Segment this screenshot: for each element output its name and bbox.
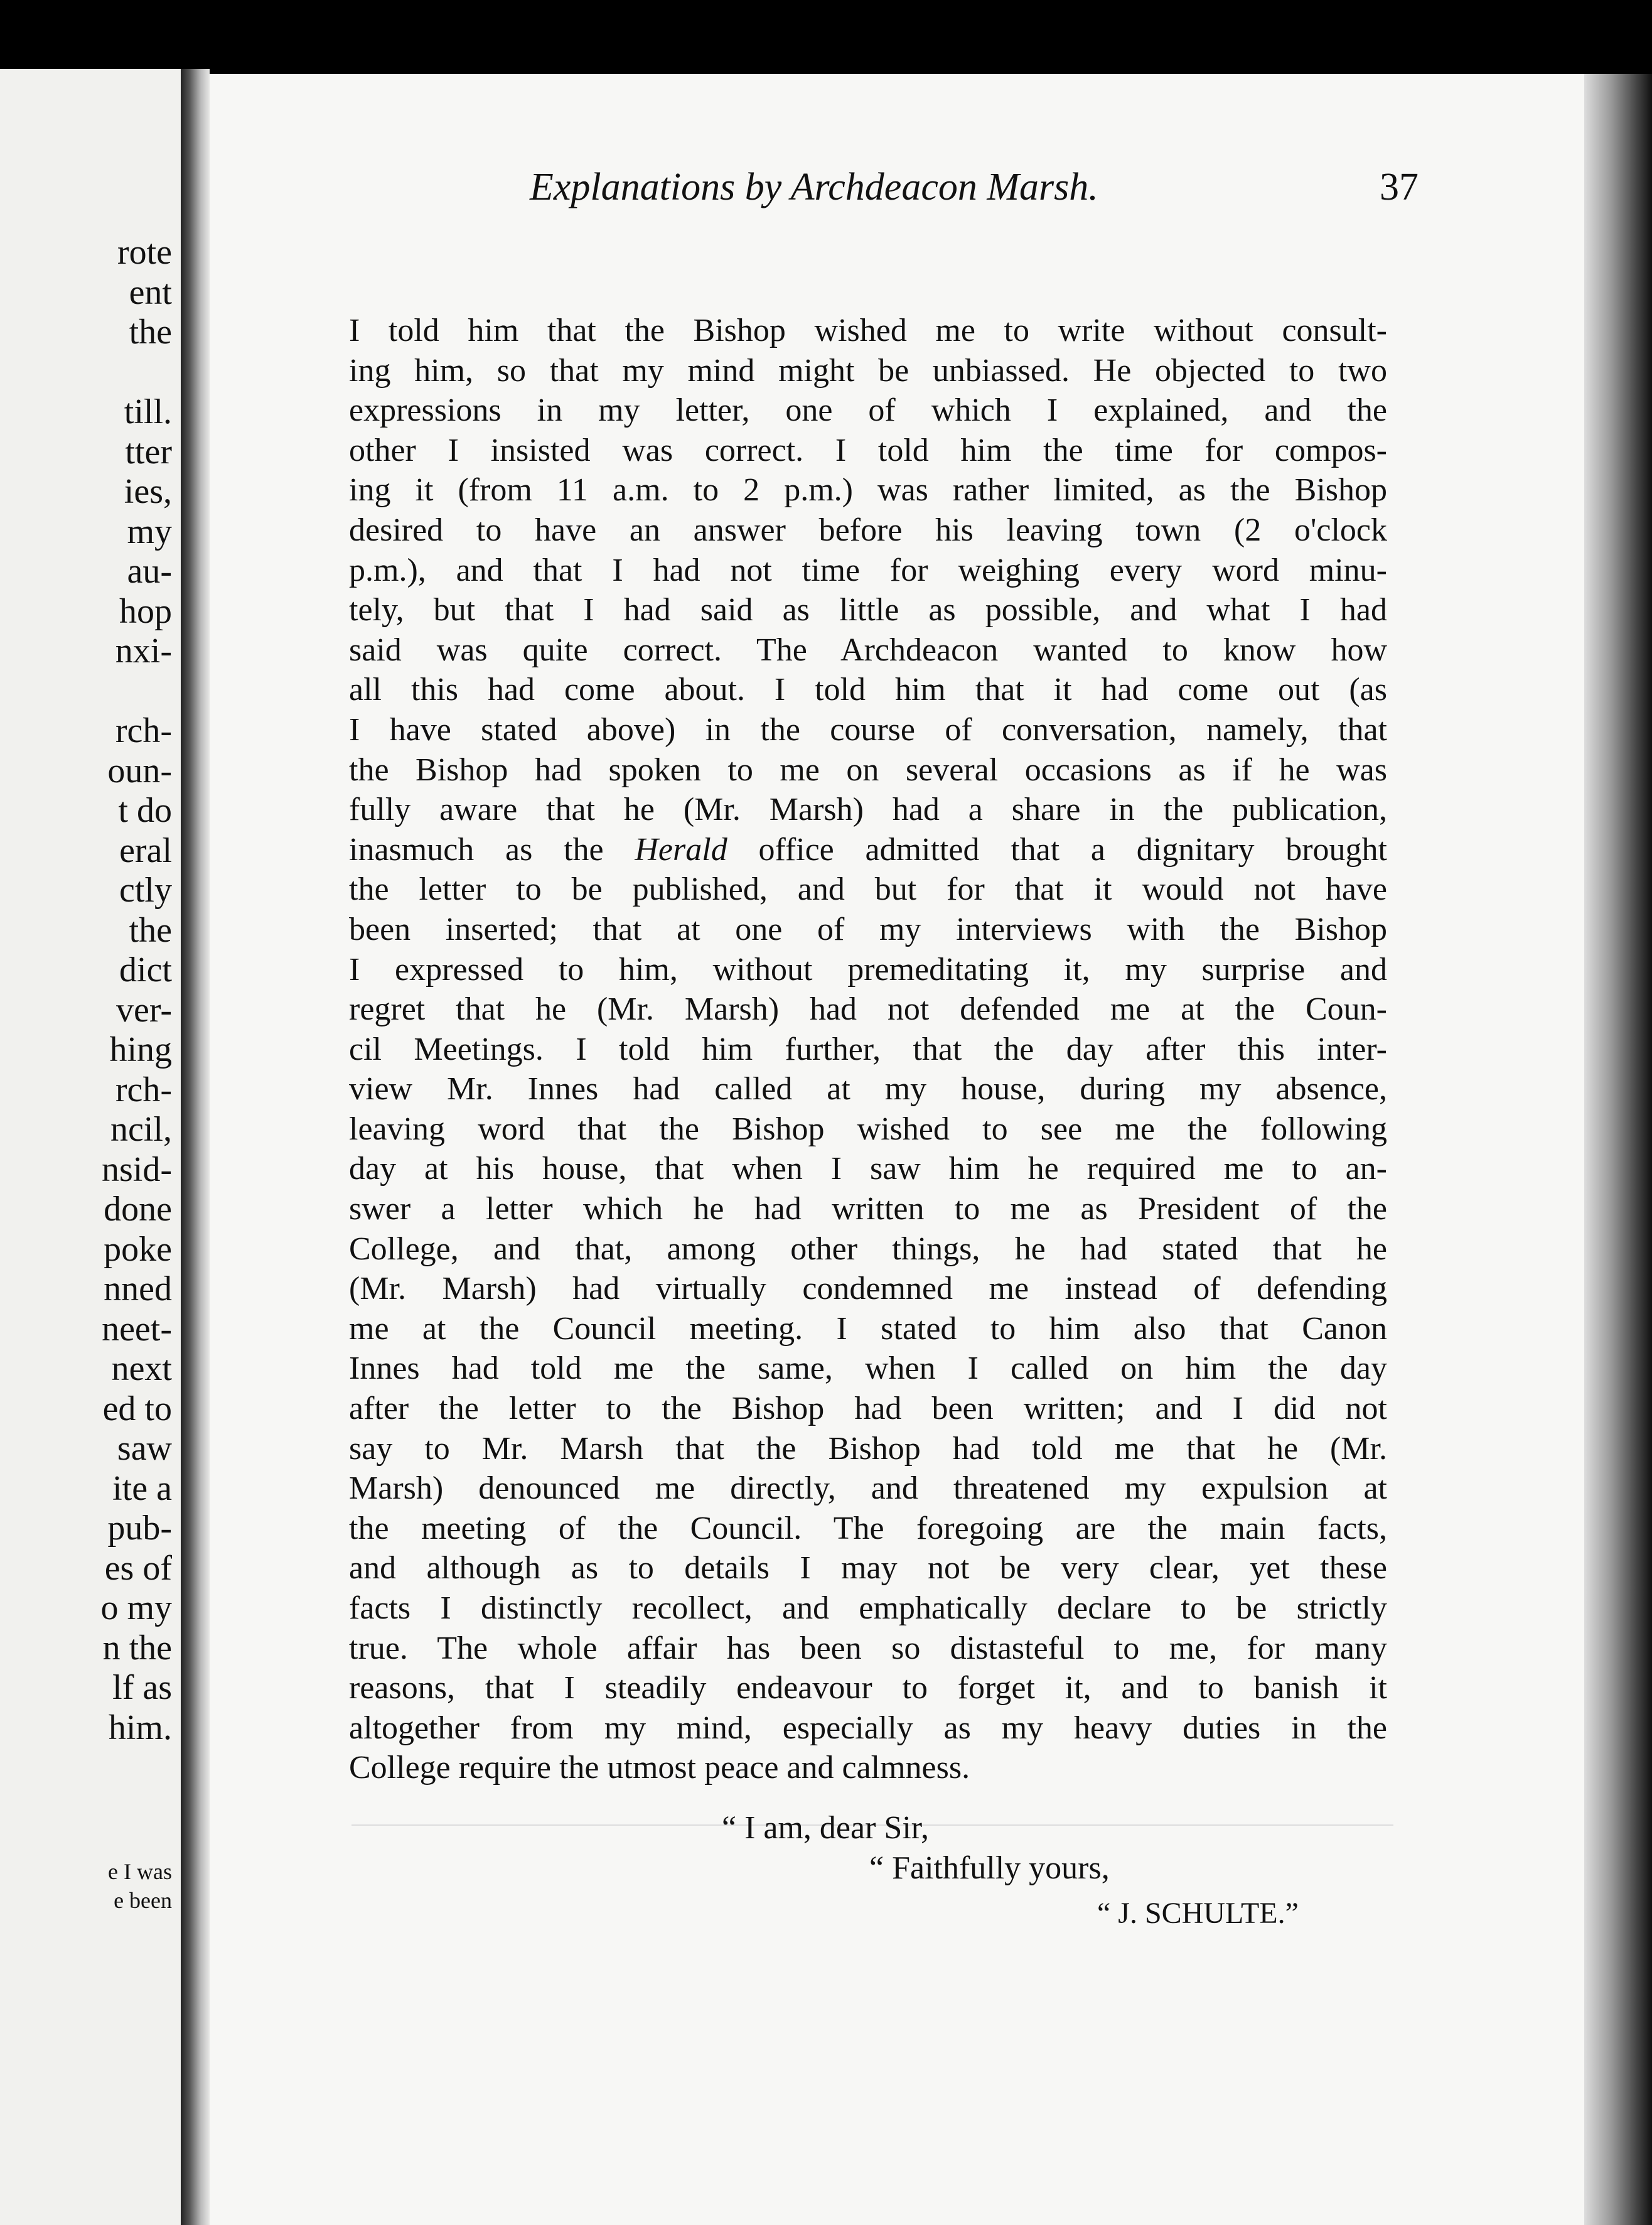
left-page-line: ent <box>129 272 172 312</box>
left-page-footnote: e I was <box>108 1859 172 1884</box>
left-page-line: t do <box>118 791 172 830</box>
left-page-fragment <box>0 69 182 2225</box>
text-line: facts I distinctly recollect, and emphatically declare to be strictly <box>349 1590 1387 1626</box>
text-line: the meeting of the Council. The foregoing are the main facts, <box>349 1510 1387 1546</box>
left-page-line: rch- <box>115 1070 172 1109</box>
text-line: day at his house, that when I saw him he required me to an- <box>349 1151 1387 1187</box>
page-header <box>314 157 1419 213</box>
text-line: leaving word that the Bishop wished to see me the following <box>349 1111 1387 1147</box>
page-number: 37 <box>1380 166 1419 208</box>
left-page-line: ies, <box>124 472 172 511</box>
text-line: view Mr. Innes had called at my house, during my absence, <box>349 1071 1387 1107</box>
text-line: ing him, so that my mind might be unbiassed. He objected to two <box>349 352 1387 389</box>
text-line: and although as to details I may not be very clear, yet these <box>349 1550 1387 1587</box>
left-page-line: the <box>129 313 172 352</box>
left-page-line: hop <box>119 591 172 631</box>
left-page-line: neet- <box>102 1309 172 1349</box>
left-page-line: oun- <box>107 751 172 790</box>
left-page-line: lf as <box>112 1668 172 1707</box>
text-line: swer a letter which he had written to me as President of the <box>349 1191 1387 1227</box>
left-page-line: rote <box>117 233 172 272</box>
text-line: Marsh) denounced me directly, and threatened my expulsion at <box>349 1470 1387 1507</box>
text-line: all this had come about. I told him that it had come out (as <box>349 672 1387 708</box>
text-line: said was quite correct. The Archdeacon wanted to know how <box>349 632 1387 668</box>
text-line: I expressed to him, without premeditating it, my surprise and <box>349 951 1387 988</box>
book-gutter <box>181 69 210 2225</box>
left-page-line: nsid- <box>102 1150 172 1189</box>
left-page-line: o my <box>100 1588 172 1627</box>
text-line: desired to have an answer before his leaving town (2 o'clock <box>349 512 1387 548</box>
left-page-line: n the <box>102 1628 172 1667</box>
text-line: inasmuch as the Herald office admitted that a dignitary brought <box>349 831 1387 868</box>
left-page-line: ed to <box>102 1389 172 1428</box>
text-line: I told him that the Bishop wished me to write without consult- <box>349 313 1387 348</box>
text-line: p.m.), and that I had not time for weighing every word minu- <box>349 552 1387 588</box>
left-page-line: es of <box>104 1548 172 1588</box>
text-line: me at the Council meeting. I stated to him also that Canon <box>349 1310 1387 1347</box>
page-edge <box>1584 74 1652 2225</box>
text-line: the letter to be published, and but for that it would not have <box>349 871 1387 908</box>
left-page-line: him. <box>108 1708 172 1747</box>
text-line: Innes had told me the same, when I called on him the day <box>349 1350 1387 1387</box>
text-line: I have stated above) in the course of conversation, namely, that <box>349 711 1387 748</box>
text-line: cil Meetings. I told him further, that the day after this inter- <box>349 1031 1387 1067</box>
left-page-line: nned <box>104 1269 172 1308</box>
text-line: fully aware that he (Mr. Marsh) had a share in the publication, <box>349 792 1387 828</box>
text-line: tely, but that I had said as little as possible, and what I had <box>349 592 1387 628</box>
text-line: (Mr. Marsh) had virtually condemned me instead of defending <box>349 1271 1387 1307</box>
left-page-line: pub- <box>107 1509 172 1548</box>
text-line: altogether from my mind, especially as my heavy duties in the <box>349 1710 1387 1746</box>
left-page-footnote: e been <box>114 1888 172 1913</box>
text-line: true. The whole affair has been so distasteful to me, for many <box>349 1630 1387 1666</box>
text-line: ing it (from 11 a.m. to 2 p.m.) was rather limited, as the Bishop <box>349 472 1387 509</box>
text-line: College, and that, among other things, he had stated that he <box>349 1231 1387 1267</box>
text-line: reasons, that I steadily endeavour to forget it, and to banish it <box>349 1670 1387 1706</box>
text-line: College require the utmost peace and calmness. <box>349 1750 970 1786</box>
left-page-line: done <box>104 1190 172 1229</box>
text-line: the Bishop had spoken to me on several occasions as if he was <box>349 752 1387 788</box>
left-page-line: ctly <box>119 871 172 910</box>
body-text <box>349 311 1387 1788</box>
text-line: been inserted; that at one of my interviews with the Bishop <box>349 911 1387 947</box>
text-line: regret that he (Mr. Marsh) had not defended me at the Coun- <box>349 991 1387 1028</box>
left-page-line: next <box>111 1349 172 1388</box>
left-page-line: eral <box>119 831 172 870</box>
left-page-line: ite a <box>112 1468 172 1508</box>
text-line: after the letter to the Bishop had been written; and I did not <box>349 1391 1387 1427</box>
left-page-line: saw <box>117 1429 172 1468</box>
text-line: expressions in my letter, one of which I explained, and the <box>349 392 1387 429</box>
left-page-line: the <box>129 910 172 950</box>
text-line: say to Mr. Marsh that the Bishop had told me that he (Mr. <box>349 1430 1387 1467</box>
left-page-line: poke <box>104 1229 172 1269</box>
left-page-line: au- <box>127 552 172 591</box>
left-page-line: ver- <box>115 990 172 1030</box>
valediction: “ Faithfully yours, <box>869 1850 1110 1886</box>
left-page-line: tter <box>125 432 172 471</box>
signature: “ J. SCHULTE.” <box>1097 1897 1299 1930</box>
salutation: “ I am, dear Sir, <box>722 1810 930 1846</box>
left-page-line: my <box>127 512 172 551</box>
left-page-line: rch- <box>115 711 172 750</box>
running-title: Explanations by Archdeacon Marsh. <box>530 166 1098 208</box>
left-page-line: ncil, <box>110 1110 172 1149</box>
left-page-line: dict <box>119 951 172 989</box>
left-page-line: nxi- <box>115 632 172 671</box>
left-page-line: hing <box>109 1030 172 1069</box>
left-page-line: till. <box>124 392 172 431</box>
text-line: other I insisted was correct. I told him the time for compos- <box>349 432 1387 468</box>
